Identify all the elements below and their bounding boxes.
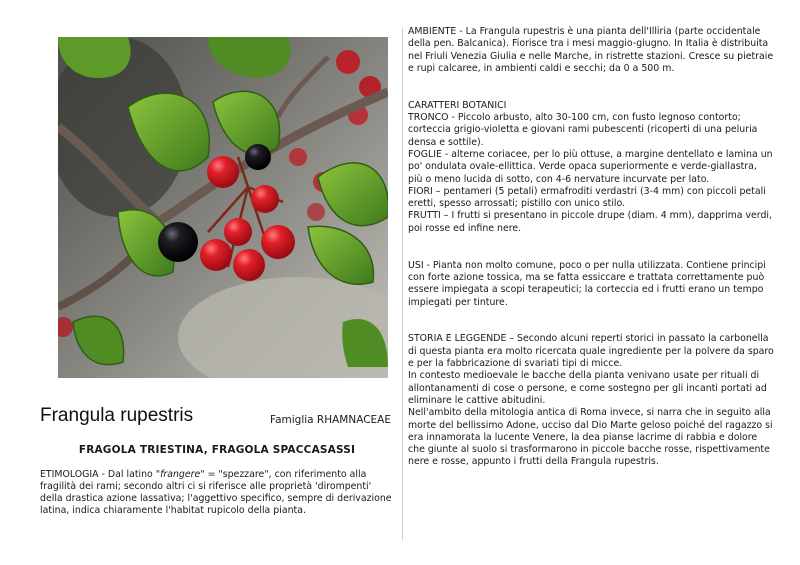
- storia-paragraph-2: In contesto medioevale le bacche della pianta venivano usate per rituali di allontanamenti di cose o persone, e come sostegno per gli incanti portati ad eliminare le cattive abitudini.: [408, 370, 767, 406]
- tronco-text: TRONCO - Piccolo arbusto, alto 30-100 cm, con fusto legnoso contorto; corteccia grigio-violetta e giovani rami pubescenti (ricoperti di una peluria densa e sottile).: [408, 112, 758, 148]
- storia-paragraph-1: STORIA E LEGGENDE – Secondo alcuni reperti storici in passato la carbonella di questa pianta era molto ricercata quale ingrediente per la polvere da sparo e per la fabbricazione di svariati tipi di micce.: [408, 333, 774, 370]
- ambiente-section: AMBIENTE - La Frangula rupestris è una pianta dell'Illiria (parte occidentale della pen. Balcanica). Fiorisce tra i mesi maggio-giugno. In Italia è distribuita nel Friuli Venezia Giulia e nelle Marche, in ristrette stazioni. Cresce su pietraie e rupi calcaree, in ambienti caldi e secchi; da 0 a 500 m.: [408, 26, 774, 74]
- foglie-text: FOGLIE - alterne coriacee, per lo più ottuse, a margine dentellato e lamina un po' ondulata ovale-ellittica. Verde opaca superiormente e verde-giallastra, più o meno lucida di sotto, con 4-6 nervature incurvate per lato.: [408, 148, 773, 185]
- frutti-text: FRUTTI – I frutti si presentano in piccole drupe (diam. 4 mm), dapprima verdi, poi rosse ed infine nere.: [408, 210, 773, 234]
- usi-section: USI - Pianta non molto comune, poco o per nulla utilizzata. Contiene principi con forte azione tossica, ma se fatta essiccare e trattata correttamente può essere impiegata a scopi terapeutici; la corteccia ed i frutti erano un tempo impiegati per tinture.: [408, 259, 766, 308]
- etymology-latin-word: frangere: [160, 469, 201, 480]
- family-label: Famiglia RHAMNACEAE: [270, 414, 391, 426]
- plant-photo: [58, 37, 388, 378]
- right-column: [408, 26, 774, 469]
- etymology-text: [40, 469, 394, 517]
- fiori-text: FIORI – pentameri (5 petali) ermafroditi verdastri (3-4 mm) con piccoli petali eretti, spesso arrossati; pistillo con unico stilo.: [408, 185, 766, 210]
- common-names: FRAGOLA TRIESTINA, FRAGOLA SPACCASASSI: [78, 444, 356, 456]
- etymology-before: ETIMOLOGIA - Dal latino ": [40, 469, 161, 480]
- column-divider: [402, 28, 403, 540]
- storia-paragraph-3: Nell'ambito della mitologia antica di Roma invece, si narra che in seguito alla morte del bellissimo Adone, ucciso dal Dio Marte geloso poiché del ragazzo si era innamorata la lucente Venere, la dea pianse lacrime di rabbia e dolore che giunte al suolo si trasformarono in piccole bacche rosse, rispettivamente nere e rosse, appunto i frutti della Frangula rupestris.: [408, 407, 773, 468]
- etymology-after: " = "spezzare", con riferimento alla fragilità dei rami; secondo altri ci si riferisce alle proprietà 'dirompenti' della drastica azione lassativa; l'aggettivo specifico, sempre di derivazione latina, indica chiaramente l'habitat rupicolo della pianta.: [40, 469, 392, 517]
- caratteri-heading: CARATTERI BOTANICI: [408, 99, 507, 111]
- species-title: Frangula rupestris: [40, 405, 194, 426]
